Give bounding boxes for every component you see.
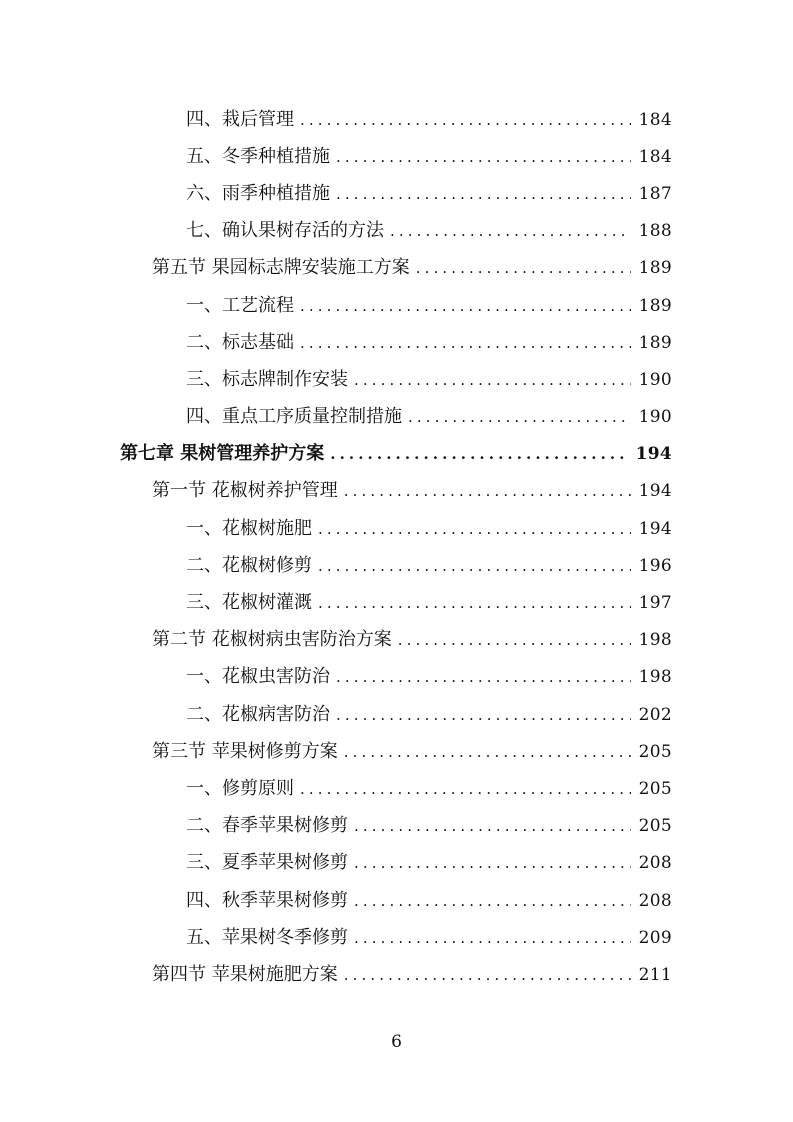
toc-entry[interactable]	[0, 584, 793, 621]
toc-entry-title: 二、标志基础	[186, 331, 300, 355]
dot-leader	[354, 926, 631, 950]
toc-entry-title: 五、冬季种植措施	[186, 145, 336, 169]
dot-leader	[354, 851, 631, 875]
toc-entry-title: 第七章 果树管理养护方案	[120, 442, 330, 466]
toc-entry[interactable]	[0, 324, 793, 361]
toc-section-entry[interactable]	[0, 250, 793, 287]
toc-entry[interactable]	[0, 808, 793, 845]
toc-entry-title: 二、花椒树修剪	[186, 554, 318, 578]
toc-entry[interactable]	[0, 138, 793, 175]
toc-entry-page: 198	[638, 667, 672, 688]
toc-chapter-entry[interactable]	[0, 436, 793, 473]
toc-section-entry[interactable]	[0, 473, 793, 510]
dot-leader	[300, 777, 631, 801]
toc-entry-title: 四、秋季苹果树修剪	[186, 889, 354, 913]
dot-leader	[408, 405, 631, 429]
toc-entry-page: 196	[638, 555, 672, 576]
toc-entry-title: 三、夏季苹果树修剪	[186, 851, 354, 875]
toc-entry[interactable]	[0, 175, 793, 212]
dot-leader	[354, 368, 631, 392]
toc-entry-page: 188	[638, 221, 672, 242]
toc-entry-page: 208	[638, 853, 672, 874]
toc-entry-page: 198	[638, 630, 672, 651]
dot-leader	[318, 591, 631, 615]
toc-section-entry[interactable]	[0, 956, 793, 993]
toc-entry-page: 205	[638, 741, 672, 762]
toc-entry-page: 205	[638, 816, 672, 837]
toc-entry[interactable]	[0, 547, 793, 584]
toc-entry-page: 208	[638, 890, 672, 911]
toc-entry-page: 194	[638, 481, 672, 502]
toc-entry-title: 一、花椒虫害防治	[186, 665, 336, 689]
toc-entry-title: 六、雨季种植措施	[186, 182, 336, 206]
toc-section-entry[interactable]	[0, 733, 793, 770]
toc-entry[interactable]	[0, 213, 793, 250]
toc-entry[interactable]	[0, 845, 793, 882]
toc-entry-title: 二、春季苹果树修剪	[186, 814, 354, 838]
toc-entry[interactable]	[0, 287, 793, 324]
toc-entry-page: 197	[638, 593, 672, 614]
dot-leader	[318, 517, 631, 541]
toc-entry-title: 二、花椒病害防治	[186, 703, 336, 727]
table-of-contents	[0, 101, 793, 994]
toc-entry-page: 189	[638, 295, 672, 316]
dot-leader	[398, 628, 631, 652]
toc-entry[interactable]	[0, 399, 793, 436]
dot-leader	[300, 294, 631, 318]
toc-entry-page: 194	[635, 444, 672, 465]
toc-entry-page: 190	[638, 407, 672, 428]
toc-entry-title: 第五节 果园标志牌安装施工方案	[152, 256, 416, 280]
dot-leader	[354, 814, 631, 838]
toc-entry-title: 四、栽后管理	[186, 108, 300, 132]
dot-leader	[336, 665, 631, 689]
dot-leader	[336, 703, 631, 727]
toc-entry[interactable]	[0, 770, 793, 807]
dot-leader	[416, 256, 631, 280]
toc-entry[interactable]	[0, 919, 793, 956]
dot-leader	[300, 108, 631, 132]
toc-entry-page: 184	[638, 146, 672, 167]
toc-entry-title: 一、工艺流程	[186, 294, 300, 318]
toc-entry-page: 189	[638, 258, 672, 279]
dot-leader	[318, 554, 631, 578]
toc-entry[interactable]	[0, 510, 793, 547]
toc-entry-title: 第四节 苹果树施肥方案	[152, 963, 344, 987]
dot-leader	[344, 963, 631, 987]
dot-leader	[354, 889, 631, 913]
toc-entry-page: 194	[638, 518, 672, 539]
toc-entry-title: 一、花椒树施肥	[186, 517, 318, 541]
toc-entry-page: 205	[638, 778, 672, 799]
dot-leader	[300, 331, 631, 355]
toc-entry[interactable]	[0, 361, 793, 398]
toc-entry-title: 七、确认果树存活的方法	[186, 219, 390, 243]
dot-leader	[336, 145, 631, 169]
toc-entry-page: 190	[638, 369, 672, 390]
page-number: 6	[391, 1032, 402, 1052]
toc-entry[interactable]	[0, 882, 793, 919]
toc-entry-title: 一、修剪原则	[186, 777, 300, 801]
toc-entry-page: 187	[638, 183, 672, 204]
toc-entry[interactable]	[0, 659, 793, 696]
toc-entry[interactable]	[0, 101, 793, 138]
toc-entry-title: 第一节 花椒树养护管理	[152, 479, 344, 503]
toc-entry-title: 第二节 花椒树病虫害防治方案	[152, 628, 398, 652]
dot-leader	[336, 182, 631, 206]
toc-entry-title: 第三节 苹果树修剪方案	[152, 740, 344, 764]
toc-entry-page: 209	[638, 927, 672, 948]
dot-leader	[344, 479, 631, 503]
toc-entry-title: 三、花椒树灌溉	[186, 591, 318, 615]
toc-entry-title: 三、标志牌制作安装	[186, 368, 354, 392]
dot-leader	[390, 219, 631, 243]
toc-entry[interactable]	[0, 696, 793, 733]
dot-leader	[330, 442, 627, 466]
toc-section-entry[interactable]	[0, 622, 793, 659]
toc-entry-title: 四、重点工序质量控制措施	[186, 405, 408, 429]
toc-entry-page: 202	[638, 704, 672, 725]
toc-entry-page: 189	[638, 332, 672, 353]
toc-entry-page: 184	[638, 109, 672, 130]
toc-entry-page: 211	[638, 964, 672, 985]
dot-leader	[344, 740, 631, 764]
toc-entry-title: 五、苹果树冬季修剪	[186, 926, 354, 950]
